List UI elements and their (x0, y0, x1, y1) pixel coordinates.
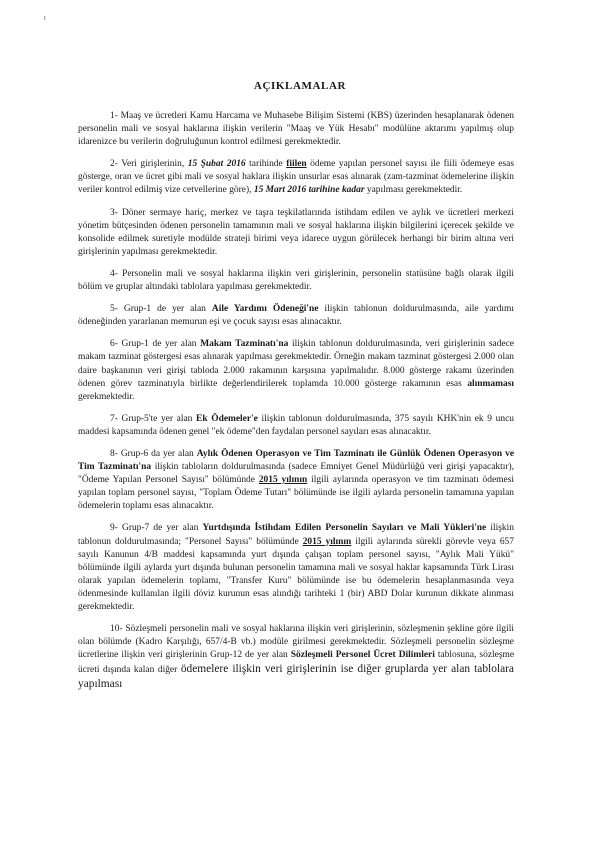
paragraph-2-segment: ödeme yapılan personel sayısı ile fiili ödemeye esas gösterge, oran ve ücret gibi mali ve sosyal haklara ilişkin unsurlar esas alınarak (zam-tazminat ödemelerine ilişkin veriler kontrol edilmiş vize cetvellerine göre), (78, 159, 515, 196)
paragraph-10-segment: 10- Sözleşmeli personelin mali ve sosyal haklarına ilişkin veri girişlerinin, sözleşmenin şekline göre ilgili olan bölümde (Kadro Karşılığı, 657/4-B vb.) modüle girilmesi gerekmektedir. Sözleşmeli personelin sözleşme ücretlerine ilişkin veri girişlerinin Grup-12 de yer alan (78, 624, 514, 661)
paragraph-6-segment: Makam Tazminatı'na (200, 339, 289, 350)
paragraph-2 (78, 158, 514, 197)
paragraph-10-segment: Sözleşmeli Personel Ücret Dilimleri (290, 650, 435, 661)
page-title: AÇIKLAMALAR (253, 80, 347, 92)
corner-mark: t (44, 14, 46, 22)
paragraph-2-segment: 2- Veri girişlerinin, (110, 159, 188, 170)
paragraph-7 (78, 413, 514, 439)
document-body (78, 110, 514, 702)
paragraph-6-segment: 6- Grup-1 de yer alan (110, 339, 201, 350)
paragraph-9-segment: 9- Grup-7 de yer alan (110, 523, 203, 534)
paragraph-4-segment: 4- Personelin mali ve sosyal haklarına ilişkin veri girişlerinin, personelin statüsüne bağlı olarak ilgili bölüm ve gruplar altındaki tablolara yapılması gerekmektedir. (78, 268, 514, 293)
paragraph-10 (78, 623, 514, 692)
paragraph-5-segment: 5- Grup-1 de yer alan (110, 304, 212, 315)
paragraph-2-segment: yapılması gerekmektedir. (364, 185, 463, 196)
paragraph-6-segment: gerekmektedir. (78, 391, 135, 402)
paragraph-7-segment: ilişkin tablonun doldurulmasında, 375 sayılı KHK'nin ek 9 uncu maddesi kapsamında ödenen genel "ek ödeme"den faydalan personel sayıları esas alınacaktır. (78, 413, 514, 437)
paragraph-6 (78, 338, 514, 403)
paragraph-8-segment: ilişkin tabloların doldurulmasında (sadece Emniyet Genel Müdürlüğü veri girişi yapacaktır), "Ödeme Yapılan Personel Sayısı" bölümünde (78, 462, 515, 486)
paragraph-8-segment: ilgili aylarında operasyon ve tim tazminatı ödemesi yapılan toplam personel sayısı, "Toplam Ödeme Tutarı" bölümünde ise ilgili aylarda personelin tamamına yapılan ödemelerin toplamı esas alınacaktır. (78, 475, 514, 512)
paragraph-10-segment: tablosuna, sözleşme ücreti dışında kalan diğer (78, 650, 515, 676)
paragraph-5-segment: Aile Yardımı Ödeneği'ne (211, 304, 319, 315)
paragraph-2-segment: fiilen (286, 159, 307, 170)
paragraph-2-segment: 15 Şubat 2016 (187, 159, 246, 170)
paragraph-5 (78, 303, 514, 329)
paragraph-9 (78, 522, 514, 614)
paragraph-3 (78, 207, 514, 259)
paragraph-1-segment: 1- Maaş ve ücretleri Kamu Harcama ve Muhasebe Bilişim Sistemi (KBS) üzerinden hesaplanarak ödenen personelin mali ve sosyal haklarına ilişkin verilerin "Maaş ve Yük Hesabı" modülüne aktarımı yapılmış olup idarenizce bu verilerin doğruluğunun kontrol edilmesi gerekmektedir. (78, 111, 514, 148)
paragraph-9-segment: Yurtdışında İstihdam Edilen Personelin Sayıları ve Mali Yükleri'ne (202, 523, 487, 534)
paragraph-10-segment: ödemelere ilişkin veri girişlerinin ise diğer gruplarda yer alan tablolara yapılması (78, 663, 514, 691)
paragraph-7-segment: 7- Grup-5'te yer alan (110, 413, 197, 424)
paragraph-5-segment: ilişkin tablonun doldurulmasında, aile yardımı ödeneğinden yararlanan memurun eşi ve çocuk sayısı esas alınacaktır. (78, 304, 514, 328)
paragraph-9-segment: 2015 yılının (302, 536, 352, 547)
paragraph-4 (78, 268, 514, 294)
paragraph-9-segment: ilişkin tablonun doldurulmasında; "Personel Sayısı" bölümünde (78, 523, 514, 547)
paragraph-1 (78, 110, 514, 149)
paragraph-2-segment: 15 Mart 2016 tarihine kadar (253, 185, 365, 196)
paragraph-2-segment: tarihinde (245, 159, 287, 170)
paragraph-9-segment: ilgili aylarında sürekli görevle veya 657 sayılı Kanunun 4/B maddesi kapsamında yurt dışında çalışan toplam personel sayısı, "Aylık Mali Yükü" bölümünde ilgili aylarda yurt dışında bulunan personelin tamamına mali ve sosyal haklar kapsamında Türk Lirası olarak yapılan ödemelerin toplamı, "Transfer Kuru" bölümünde ise bu ödemelerin hesaplanmasında veya ödenmesinde kullanılan ilgili döviz kurunun esas alındığı tarihteki 1 (bir) ABD Dolar kurunun dikkate alınması gerekmektedir. (78, 536, 514, 612)
paragraph-8-segment: Aylık Ödenen Operasyon ve Tim Tazminatı ile Günlük Ödenen Operasyon ve Tim Tazminatı'na (78, 448, 515, 473)
paragraph-6-segment: ilişkin tablonun doldurulmasında, veri girişlerinin sadece makam tazminat göstergesi esas alınarak yapılması gerekmektedir. Örneğin makam tazminat göstergesi 2.000 olan daire başkanının veri girişi tabloda 2.000 rakamının karşısına yapılmalıdır. 8.000 gösterge rakamı üzerinden ödenen görev tazminatıyla birlikte değerlendirilerek toplamda 10.000 gösterge rakamının esas (78, 339, 514, 389)
paragraph-6-segment: alınmaması (467, 378, 514, 389)
paragraph-3-segment: 3- Döner sermaye hariç, merkez ve taşra teşkilatlarında istihdam edilen ve aylık ve ücretleri merkezi yönetim bütçesinden ödenen personelin tamamının mali ve sosyal haklarına ilişkin bilgilerini içerecek şekilde ve konsolide edilmek suretiyle modülde strateji birimi veya idarece uygun görülecek herhangi bir birim altına veri girişlerinin yapılması gerekmektedir. (78, 207, 514, 257)
paragraph-7-segment: Ek Ödemeler'e (196, 413, 258, 424)
paragraph-8 (78, 448, 514, 513)
paragraph-8-segment: 2015 yılının (258, 475, 308, 486)
paragraph-8-segment: 8- Grup-6 da yer alan (110, 448, 197, 459)
